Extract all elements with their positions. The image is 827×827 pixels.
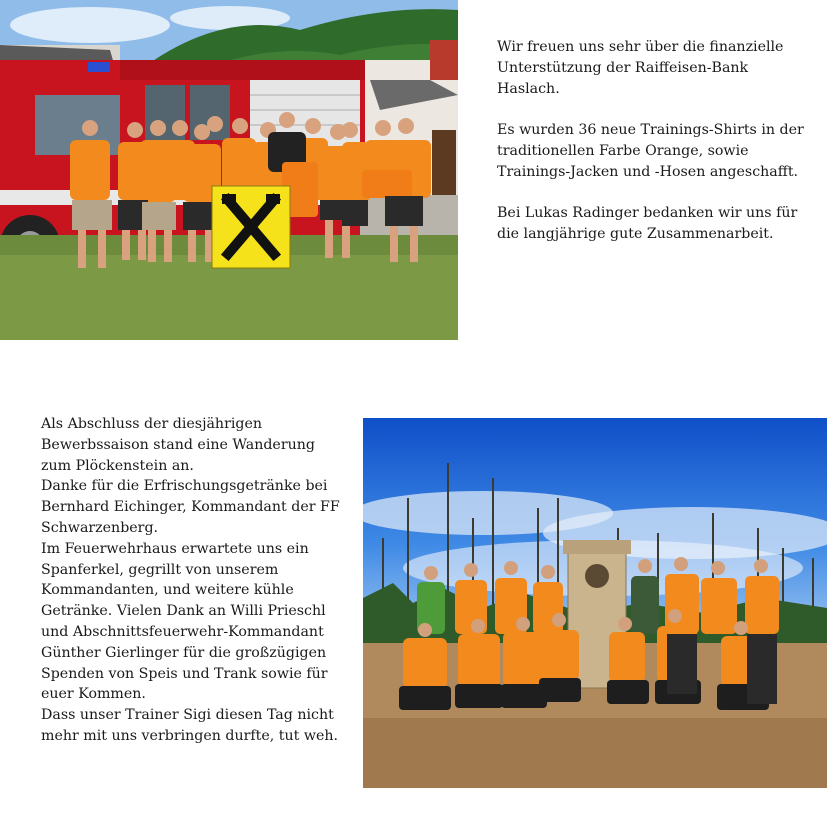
hike-text [41, 414, 341, 747]
paragraph-feuerwehrhaus: Im Feuerwehrhaus erwartete uns ein Spanferkel, gegrillt von unserem Kommandanten, und weitere kühle Getränke. Vielen Dank an Willi Prieschl und Abschnittsfeuerwehr-Kommandant Günther Gierlinger für die großzügigen Spenden von Speis und Trank sowie für euer Kommen. [41, 540, 328, 703]
paragraph-trainer-sigi: Dass unser Trainer Sigi diesen Tag nicht mehr mit uns verbringen durfte, tut weh. [41, 707, 339, 744]
team-photo-fire-truck [0, 0, 458, 340]
paragraph-thanks-eichinger: Danke für die Erfrischungsgetränke bei Bernhard Eichinger, Kommandant der FF Schwarzenberg. [41, 478, 340, 536]
team-photo-ploeckenstein [363, 418, 827, 788]
paragraph-hike-intro: Als Abschluss der diesjährigen Bewerbssaison stand eine Wanderung zum Plöckenstein an. [41, 416, 315, 474]
sponsorship-text [497, 37, 807, 245]
paragraph-thanks-radinger: Bei Lukas Radinger bedanken wir uns für die langjährige gute Zusammenarbeit. [497, 205, 798, 243]
paragraph-thanks-raiffeisen: Wir freuen uns sehr über die finanzielle Unterstützung der Raiffeisen-Bank Haslach. [497, 39, 784, 97]
paragraph-new-shirts: Es wurden 36 neue Trainings-Shirts in der traditionellen Farbe Orange, sowie Trainings-Jacken und -Hosen angeschafft. [497, 122, 804, 180]
